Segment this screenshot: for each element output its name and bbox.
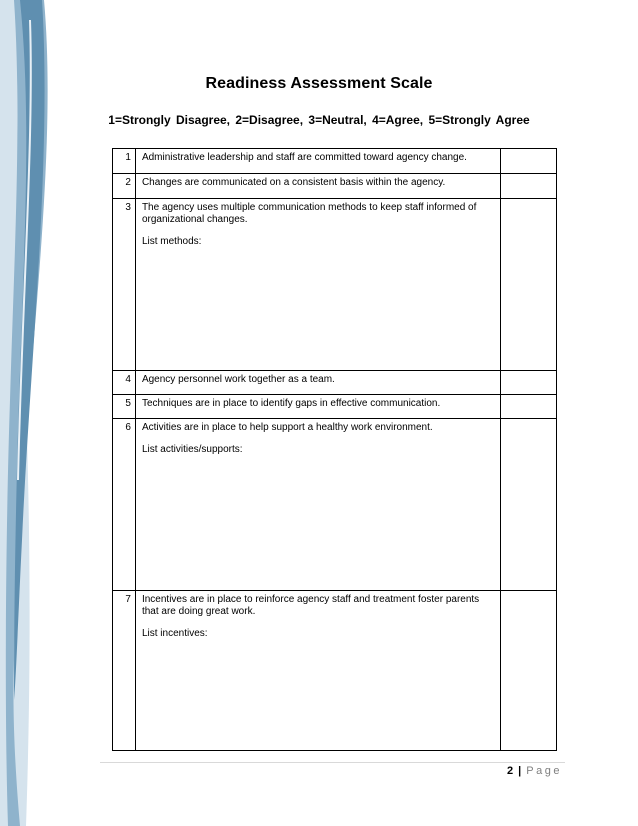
statement-text: Administrative leadership and staff are committed toward agency change. bbox=[141, 152, 467, 163]
statement-text: Changes are communicated on a consistent basis within the agency. bbox=[141, 177, 446, 188]
footer-divider bbox=[100, 762, 565, 763]
rating-scale-legend: 1=Strongly Disagree, 2=Disagree, 3=Neutral, 4=Agree, 5=Strongly Agree bbox=[108, 113, 530, 127]
statement-text: Activities are in place to help support a healthy work environment. bbox=[141, 422, 433, 433]
statement-text: Incentives are in place to reinforce agency staff and treatment foster parents that are doing great work. bbox=[141, 594, 480, 617]
item-statement bbox=[135, 199, 500, 371]
rating-cell[interactable] bbox=[501, 199, 557, 371]
statement-text: Techniques are in place to identify gaps in effective communication. bbox=[141, 398, 441, 409]
rating-cell[interactable] bbox=[501, 149, 557, 174]
rating-cell[interactable] bbox=[501, 371, 557, 395]
item-statement bbox=[135, 419, 500, 591]
item-statement bbox=[135, 591, 500, 751]
item-statement bbox=[135, 371, 500, 395]
page-number: 2 bbox=[506, 765, 514, 777]
statement-text: The agency uses multiple communication methods to keep staff informed of organizational changes. bbox=[141, 202, 477, 225]
table-row bbox=[113, 149, 557, 174]
table-row bbox=[113, 199, 557, 371]
page-footer bbox=[507, 765, 562, 777]
table-row bbox=[113, 419, 557, 591]
table-row bbox=[113, 371, 557, 395]
item-statement bbox=[135, 149, 500, 174]
table-row bbox=[113, 395, 557, 419]
page-title: Readiness Assessment Scale bbox=[205, 75, 433, 92]
list-prompt: List incentives: bbox=[141, 628, 208, 639]
item-number: 2 bbox=[113, 174, 136, 199]
item-number: 5 bbox=[113, 395, 136, 419]
footer-separator: | bbox=[518, 765, 522, 777]
rating-cell[interactable] bbox=[501, 591, 557, 751]
assessment-table bbox=[112, 148, 557, 751]
item-number: 3 bbox=[113, 199, 136, 371]
table-row bbox=[113, 591, 557, 751]
list-prompt: List activities/supports: bbox=[141, 444, 243, 455]
item-statement bbox=[135, 174, 500, 199]
item-number: 4 bbox=[113, 371, 136, 395]
rating-cell[interactable] bbox=[501, 419, 557, 591]
statement-text: Agency personnel work together as a team. bbox=[141, 374, 335, 385]
rating-cell[interactable] bbox=[501, 174, 557, 199]
item-statement bbox=[135, 395, 500, 419]
item-number: 6 bbox=[113, 419, 136, 591]
table-row bbox=[113, 174, 557, 199]
rating-cell[interactable] bbox=[501, 395, 557, 419]
item-number: 1 bbox=[113, 149, 136, 174]
item-number: 7 bbox=[113, 591, 136, 751]
page-label: Page bbox=[526, 765, 562, 777]
list-prompt: List methods: bbox=[141, 236, 202, 247]
